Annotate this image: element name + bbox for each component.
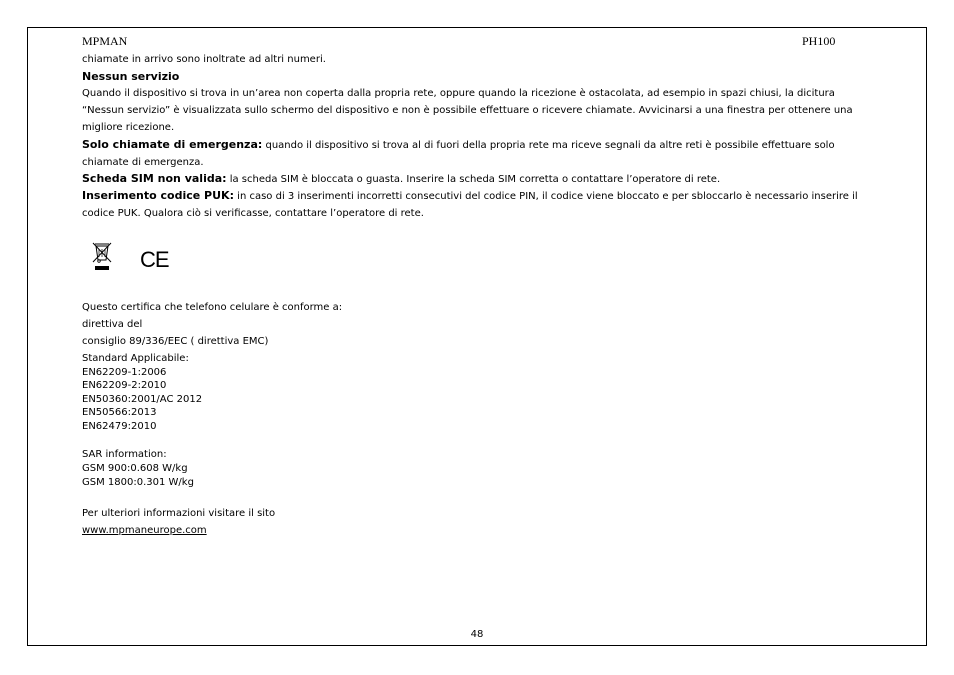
text-puk: in caso di 3 inserimenti incorretti consecutivi del codice PIN, il codice viene bloccato e per sbloccarlo è necessario inserire il codice PUK. Qualora ciò si verificasse, contattare l’operatore di rete. — [82, 191, 858, 219]
ce-mark-icon: CE — [140, 247, 169, 272]
cert-directive-line2: consiglio 89/336/EEC ( direttiva EMC) — [82, 336, 269, 347]
standard-item: EN50566:2013 — [82, 407, 157, 418]
paragraph-nessun-servizio: Quando il dispositivo si trova in un’area non coperta dalla propria rete, oppure quando la ricezione è ostacolata, ad esempio in spazi chiusi, la dicitura “Nessun servizio” è visualizzata sullo schermo del dispositivo e non è possibile effettuare o ricevere chiamate. Avvicinarsi a una finestra per ottenere una migliore ricezione. — [82, 88, 853, 133]
weee-bin-icon — [91, 242, 113, 272]
sar-item: GSM 1800:0.301 W/kg — [82, 477, 194, 488]
paragraph-sim — [82, 170, 874, 188]
text-sim: la scheda SIM è bloccata o guasta. Inserire la scheda SIM corretta o contattare l’operatore di rete. — [226, 174, 721, 185]
standards-title: Standard Applicabile: — [82, 353, 189, 364]
paragraph-emergenza — [82, 136, 874, 171]
text-emergenza: quando il dispositivo si trova al di fuori della propria rete ma riceve segnali da altre reti è possibile effettuare solo chiamate di emergenza. — [82, 140, 835, 168]
page-number: 48 — [470, 629, 484, 640]
header-model: PH100 — [802, 34, 836, 48]
standard-item: EN50360:2001/AC 2012 — [82, 394, 203, 405]
paragraph-continuation: chiamate in arrivo sono inoltrate ad altri numeri. — [82, 54, 326, 65]
sar-title: SAR information: — [82, 449, 167, 460]
cert-intro: Questo certifica che telefono celulare è conforme a: — [82, 302, 343, 313]
label-sim: Scheda SIM non valida: — [82, 172, 227, 185]
website-link[interactable]: www.mpmaneurope.com — [82, 525, 207, 536]
heading-nessun-servizio-text: Nessun servizio — [82, 70, 180, 83]
standard-item: EN62209-1:2006 — [82, 367, 167, 378]
label-emergenza: Solo chiamate di emergenza: — [82, 138, 263, 151]
header-brand: MPMAN — [82, 34, 128, 48]
paragraph-puk — [82, 187, 874, 222]
label-puk: Inserimento codice PUK: — [82, 189, 234, 202]
standard-item: EN62209-2:2010 — [82, 380, 167, 391]
sar-item: GSM 900:0.608 W/kg — [82, 463, 188, 474]
more-info-text: Per ulteriori informazioni visitare il sito — [82, 508, 276, 519]
standard-item: EN62479:2010 — [82, 421, 157, 432]
heading-nessun-servizio — [82, 68, 874, 86]
cert-directive-line1: direttiva del — [82, 319, 143, 330]
